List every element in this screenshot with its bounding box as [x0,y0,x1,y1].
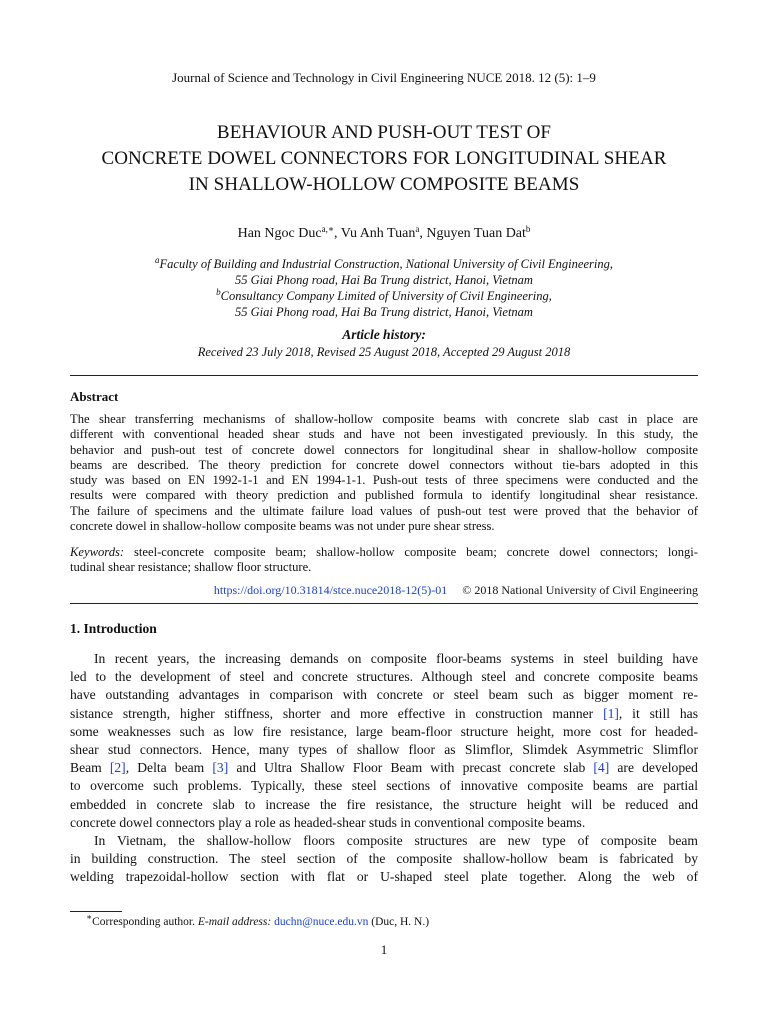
affiliations [0,256,768,320]
body-text: embedded in concrete slab to increase the fire resistance, the structure height will be reduced and [70,796,698,812]
body-line [70,741,698,759]
affiliation-text: Consultancy Company Limited of University of Civil Engineering, [220,289,552,303]
abstract-line: different with conventional headed shear studs and have not been investigated previously. In this study, the [70,427,698,442]
citation-link[interactable]: [3] [212,760,229,776]
author-list [0,226,768,242]
body-text: are developed [609,760,698,776]
divider [70,375,698,376]
introduction-body [70,650,698,887]
body-text: , Delta beam [125,760,213,776]
footnote-rule [70,911,122,912]
author-affiliation-mark: a [415,224,420,234]
body-text: Beam [70,760,110,776]
abstract-body [70,412,698,534]
email-link[interactable]: duchn@nuce.edu.vn [274,916,369,928]
title-line: CONCRETE DOWEL CONNECTORS FOR LONGITUDINAL SHEAR [101,148,667,169]
body-line [70,759,698,777]
keywords-text: tudinal shear resistance; shallow floor structure. [70,560,312,575]
affiliation-mark: a [155,255,160,265]
abstract-line: The failure of specimens and the ultimate failure load values of push-out test were proved that the behavior of [70,503,698,518]
title-line: IN SHALLOW-HOLLOW COMPOSITE BEAMS [188,174,580,195]
body-line [70,868,698,886]
body-line [70,850,698,868]
body-line [70,832,698,850]
author-name: Vu Anh Tuan [340,226,416,241]
body-text: In recent years, the increasing demands on composite floor-beams systems in steel building have [94,651,698,666]
author-affiliation-mark: a,∗ [321,224,334,234]
body-line [70,650,698,668]
author-name: Han Ngoc Duc [237,226,322,241]
body-text: , it still has [618,705,698,721]
citation-link[interactable]: [4] [593,760,610,776]
body-text: have outstanding advantages in comparison with concrete or steel beam such as bigger moment re- [70,687,698,703]
abstract-line: study was based on EN 1992-1-1 and EN 1994-1-1. Push-out tests of three specimens were conducted and the [70,473,698,488]
body-line [70,777,698,795]
email-label: E-mail address: [197,916,272,928]
author-separator: , [419,226,427,241]
citation-link[interactable]: [1] [603,705,619,721]
body-line [70,796,698,814]
abstract-heading: Abstract [70,389,119,404]
article-history-dates: Received 23 July 2018, Revised 25 August 2018, Accepted 29 August 2018 [197,345,571,359]
article-history-heading: Article history: [342,327,426,342]
abstract-line: results were compared with theory prediction and published formula to identify longitudinal shear resistance. [70,488,698,503]
abstract-line: The shear transferring mechanisms of shallow-hollow composite beams with concrete slab cast in place are [70,412,698,426]
body-line [70,814,698,832]
body-text: concrete dowel connectors play a role as headed-shear studs in conventional composite beams. [70,814,586,830]
footnote-marker: ∗ [86,912,93,922]
footnote-tail: (Duc, H. N.) [368,916,430,928]
divider [70,603,698,604]
abstract-line: concrete dowel in shallow-hollow composite beams was not under pure shear stress. [70,519,495,534]
doi-link[interactable]: https://doi.org/10.31814/stce.nuce2018-12(5)-01 [213,583,448,597]
body-line [70,705,698,723]
paper-title [0,120,768,198]
body-line [70,668,698,686]
author-name: Nguyen Tuan Dat [426,226,526,241]
body-text: in building construction. The steel section of the composite shallow-hollow beam is fabricated by [70,851,698,867]
citation-link[interactable]: [2] [109,760,126,776]
footnote [86,912,430,928]
body-line [70,723,698,741]
body-text: and Ultra Shallow Floor Beam with precast concrete slab [228,760,594,776]
affiliation-text: 55 Giai Phong road, Hai Ba Trung district, Hanoi, Vietnam [235,273,533,287]
keywords [70,545,698,576]
affiliation-text: 55 Giai Phong road, Hai Ba Trung district, Hanoi, Vietnam [235,305,533,319]
keywords-label: Keywords: [70,545,125,559]
author-affiliation-mark: b [525,224,531,234]
title-line: BEHAVIOUR AND PUSH-OUT TEST OF [216,122,552,143]
body-text: welding trapezoidal-hollow section with flat or U-shaped steel plate together. Along the web of [70,869,698,885]
abstract-line: beams are described. The theory prediction for concrete dowel connectors without tie-bars adopted in this [70,457,698,472]
author-separator: , [333,226,341,241]
abstract-line: behavior and push-out test of concrete dowel connectors for longitudinal shear in shallow-hollow composite [70,442,698,457]
body-text: shear stud connectors. Hence, many types of shallow floor as Slimflor, Slimdek Asymmetric Slimflor [70,742,698,758]
body-text: sistance strength, higher stiffness, shorter and more effective in construction manner [70,705,604,721]
journal-header: Journal of Science and Technology in Civil Engineering NUCE 2018. 12 (5): 1–9 [172,70,596,85]
doi-copyright-line [70,583,698,598]
body-text: In Vietnam, the shallow-hollow floors composite structures are new type of composite beam [94,833,698,849]
section-heading: 1. Introduction [70,621,157,636]
body-text: some weaknesses such as low fire resistance, large beam-floor structure height, more cost for headed- [70,723,698,739]
body-text: led to the development of steel and concrete structures. Although steel and concrete composite beams [70,669,698,685]
keywords-text: steel-concrete composite beam; shallow-hollow composite beam; concrete dowel connectors; longi- [124,545,698,559]
affiliation-text: Faculty of Building and Industrial Construction, National University of Civil Engineering, [159,257,613,271]
affiliation-mark: b [216,287,221,297]
body-line [70,686,698,704]
body-text: to overcome such problems. Typically, these steel sections of innovative composite beams are partial [70,778,698,794]
copyright: © 2018 National University of Civil Engineering [462,583,698,597]
page-number: 1 [380,942,388,957]
footnote-text: Corresponding author. [92,916,198,928]
